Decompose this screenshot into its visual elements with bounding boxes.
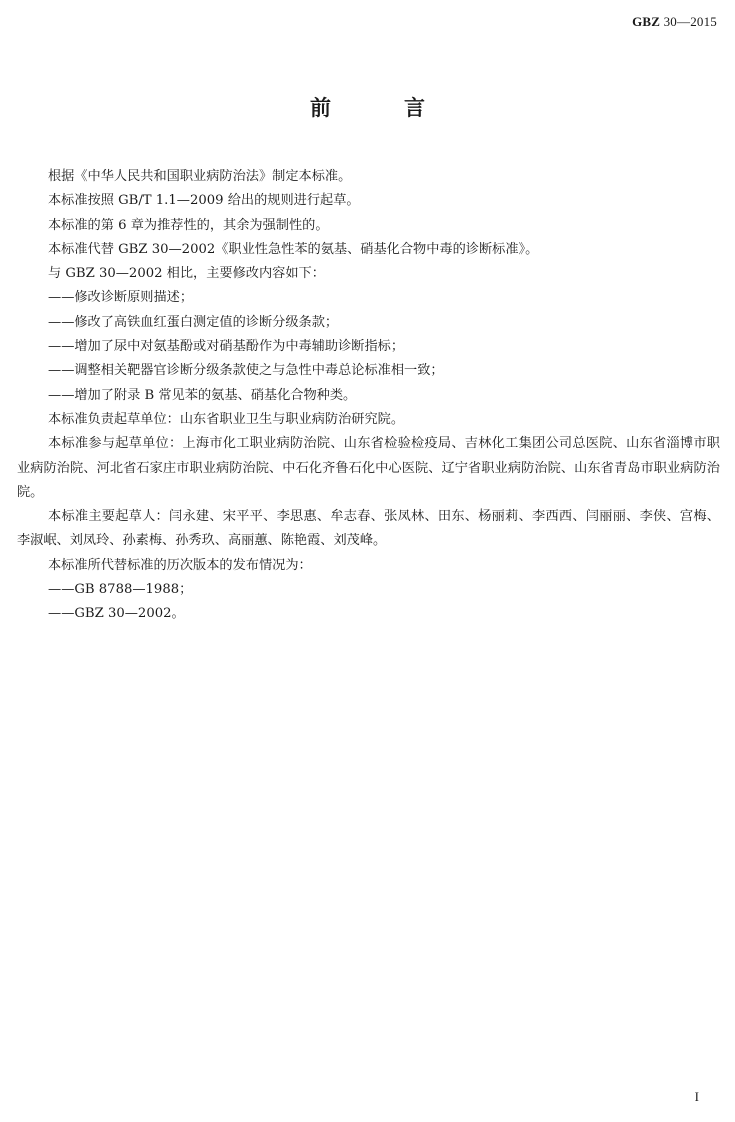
paragraph-main-drafters: 本标准主要起草人：闫永建、宋平平、李思惠、牟志春、张凤林、田东、杨丽莉、李西西、闫丽丽、李侠、宫梅、李淑岷、刘凤玲、孙素梅、孙秀玖、高丽蕙、陈艳霞、刘茂峰。 [17, 509, 720, 549]
paragraph-mandatory-scope: 本标准的第 6 章为推荐性的，其余为强制性的。 [48, 217, 329, 233]
paragraph-lead-drafter-unit: 本标准负责起草单位：山东省职业卫生与职业病防治研究院。 [48, 411, 405, 427]
list-item-version: ——GB 8788—1988； [48, 582, 193, 598]
list-item-change: ——增加了附录 B 常见苯的氨基、硝基化合物种类。 [48, 387, 357, 403]
paragraph-version-history-intro: 本标准所代替标准的历次版本的发布情况为： [48, 557, 312, 573]
page-number: I [694, 1089, 699, 1104]
paragraph-legal-basis: 根据《中华人民共和国职业病防治法》制定本标准。 [48, 169, 352, 184]
paragraph-participating-units: 本标准参与起草单位：上海市化工职业病防治院、山东省检验检疫局、吉林化工集团公司总医院、山东省淄博市职业病防治院、河北省石家庄市职业病防治院、中石化齐鲁石化中心医院、辽宁省职业病防治院、山东省青岛市职业病防治院。 [17, 436, 720, 500]
list-item-change: ——修改了高铁血红蛋白测定值的诊断分级条款； [48, 314, 339, 330]
paragraph-changes-intro: 与 GBZ 30—2002 相比，主要修改内容如下： [48, 266, 325, 282]
document-code [632, 14, 717, 30]
list-item-version: ——GBZ 30—2002。 [48, 606, 185, 622]
foreword-body [17, 165, 720, 627]
list-item-change: ——修改诊断原则描述； [48, 290, 194, 306]
list-item-change: ——增加了尿中对氨基酚或对硝基酚作为中毒辅助诊断指标； [48, 339, 405, 355]
page-title: 前 言 [310, 95, 451, 120]
document-code-number: 30—2015 [663, 14, 717, 29]
paragraph-drafting-rules: 本标准按照 GB/T 1.1—2009 给出的规则进行起草。 [48, 193, 360, 209]
paragraph-replaces: 本标准代替 GBZ 30—2002《职业性急性苯的氨基、硝基化合物中毒的诊断标准》。 [48, 241, 539, 257]
document-code-prefix: GBZ [632, 14, 661, 29]
list-item-change: ——调整相关靶器官诊断分级条款使之与急性中毒总论标准相一致； [48, 363, 444, 379]
